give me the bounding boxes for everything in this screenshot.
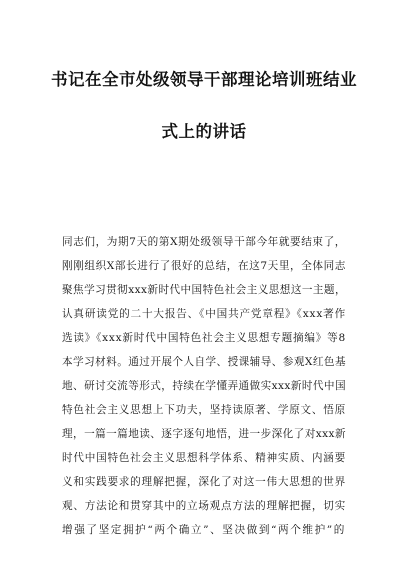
body-line-4: 认真研读党的二十大报告、《中国共产党章程》《xxx著作 (62, 308, 346, 320)
document-title-line-1: 书记在全市处级领导干部理论培训班结业 (51, 70, 357, 89)
body-line-8: 特色社会主义思想上下功夫，坚持读原著、学原文、悟原 (62, 404, 346, 416)
body-line-1: 同志们，为期7天的第X期处级领导干部今年就要结束了， (62, 236, 346, 248)
body-line-6: 本学习材料。通过开展个人自学、授课辅导、参观X红色基 (62, 356, 346, 368)
body-line-2: 刚刚组织X部长进行了很好的总结，在这7天里，全体同志 (62, 260, 346, 272)
body-line-7: 地、研讨交流等形式，持续在学懂弄通做实xxx新时代中国 (62, 380, 346, 392)
body-line-12: 观、方法论和贯穿其中的立场观点方法的理解把握，切实 (62, 500, 346, 512)
body-line-9: 理，一篇一篇地读、逐字逐句地悟，进一步深化了对xxx新 (62, 428, 346, 440)
body-line-10: 时代中国特色社会主义思想科学体系、精神实质、内涵要 (62, 452, 346, 464)
body-line-3: 聚焦学习贯彻xxx新时代中国特色社会主义思想这一主题， (62, 284, 346, 296)
document-title-line-2: 式上的讲话 (161, 122, 247, 141)
body-line-13: 增强了坚定拥护“两个确立”、坚决做到“两个维护”的 (62, 524, 346, 536)
body-line-5: 选读》《xxx新时代中国特色社会主义思想专题摘编》等8 (62, 332, 346, 344)
body-line-11: 义和实践要求的理解把握，深化了对这一伟大思想的世界 (62, 476, 346, 488)
